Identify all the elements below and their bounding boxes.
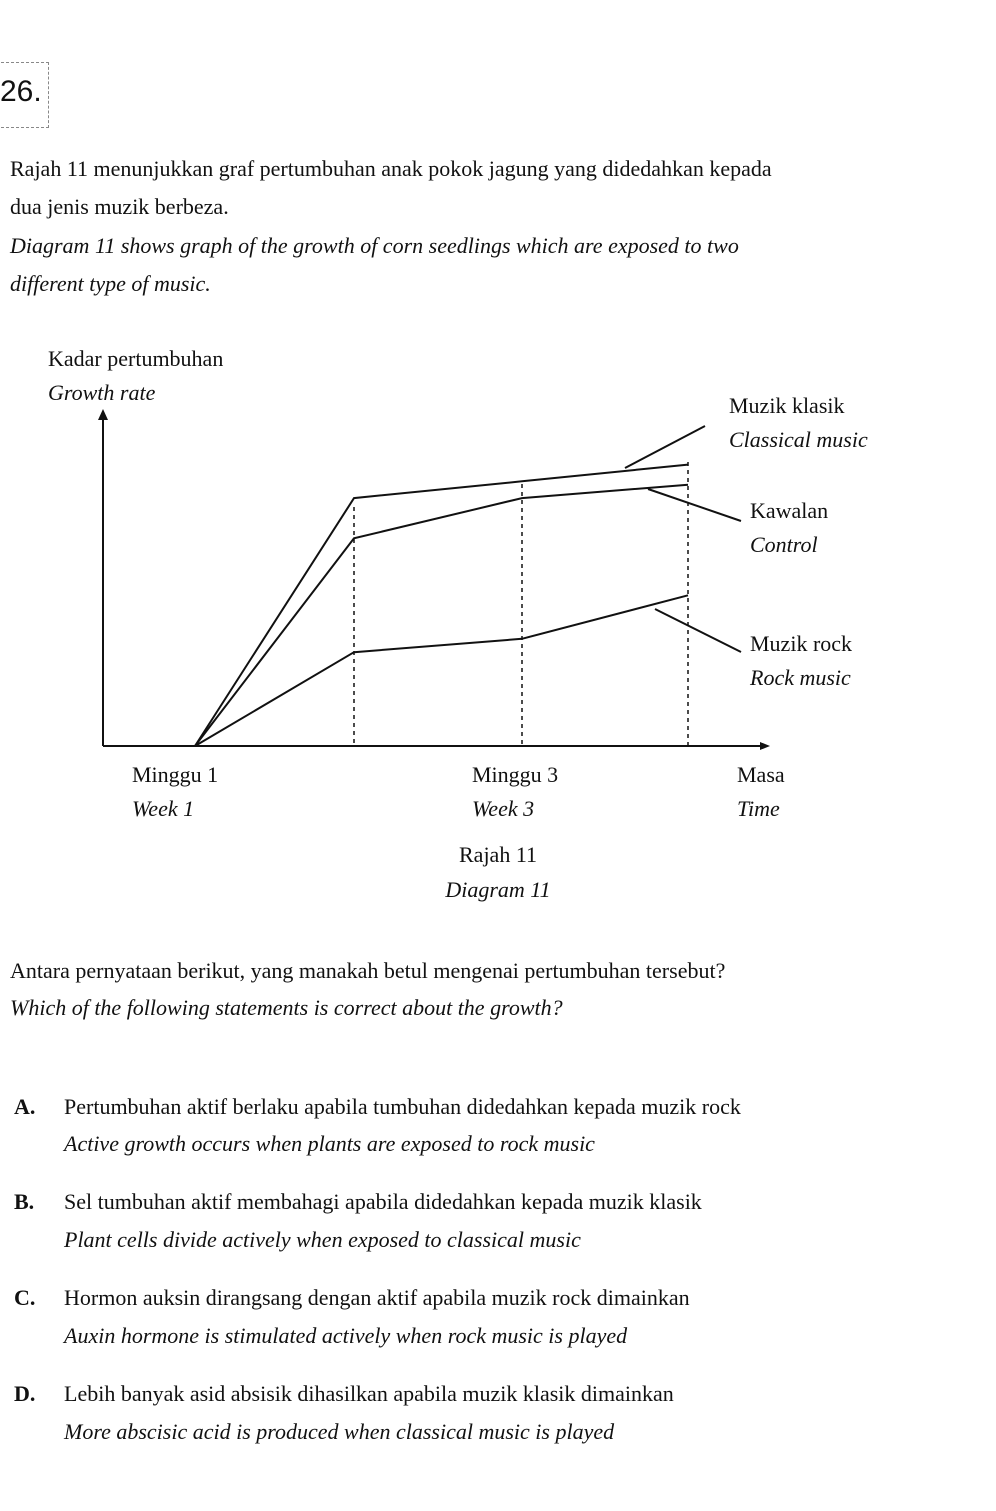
option-d-letter: D. [14,1381,36,1406]
tick-week3-malay: Minggu 3 [472,762,559,787]
pointer-rock [655,609,741,652]
intro-malay-line-1: Rajah 11 menunjukkan graf pertumbuhan anak pokok jagung yang didedahkan kepada [10,156,772,181]
intro-english-line-1: Diagram 11 shows graph of the growth of corn seedlings which are exposed to two [10,233,739,258]
x-axis-label-malay: Masa [737,762,785,787]
option-a-english: Active growth occurs when plants are exposed to rock music [64,1131,595,1156]
y-axis-label-english: Growth rate [48,380,156,405]
intro-english-line-2: different type of music. [10,271,211,296]
option-b-english: Plant cells divide actively when exposed to classical music [64,1227,581,1252]
caption-english: Diagram 11 [445,877,551,902]
x-axis-label-english: Time [737,796,780,821]
option-b-malay: Sel tumbuhan aktif membahagi apabila didedahkan kepada muzik klasik [64,1189,702,1214]
pointer-classical [625,426,705,468]
option-a-malay: Pertumbuhan aktif berlaku apabila tumbuhan didedahkan kepada muzik rock [64,1094,741,1119]
label-rock-english: Rock music [750,665,851,690]
pointer-control [648,489,741,521]
tick-week1-malay: Minggu 1 [132,762,219,787]
y-axis-label-malay: Kadar pertumbuhan [48,346,224,371]
tick-week1-english: Week 1 [132,796,195,821]
intro-malay-line-2: dua jenis muzik berbeza. [10,194,229,219]
tick-week3-english: Week 3 [472,796,535,821]
option-c-english: Auxin hormone is stimulated actively when rock music is played [64,1323,628,1348]
option-b-letter: B. [14,1189,35,1214]
option-d-malay: Lebih banyak asid absisik dihasilkan apabila muzik klasik dimainkan [64,1381,674,1406]
caption-malay: Rajah 11 [459,842,537,867]
series-line-rock-music [195,595,688,746]
option-d-english: More abscisic acid is produced when classical music is played [64,1419,615,1444]
label-classical-malay: Muzik klasik [729,393,845,418]
question-number: 26. [0,75,42,108]
label-control-malay: Kawalan [750,498,829,523]
series-line-classical-music [195,465,688,746]
question-english: Which of the following statements is correct about the growth? [10,995,563,1020]
label-rock-malay: Muzik rock [750,631,853,656]
label-classical-english: Classical music [729,427,868,452]
y-axis-arrow-icon [98,409,108,420]
x-axis-arrow-icon [760,742,770,750]
question-malay: Antara pernyataan berikut, yang manakah betul mengenai pertumbuhan tersebut? [10,958,726,983]
label-control-english: Control [750,532,818,557]
option-c-malay: Hormon auksin dirangsang dengan aktif apabila muzik rock dimainkan [64,1285,690,1310]
option-c-letter: C. [14,1285,36,1310]
option-a-letter: A. [14,1094,36,1119]
